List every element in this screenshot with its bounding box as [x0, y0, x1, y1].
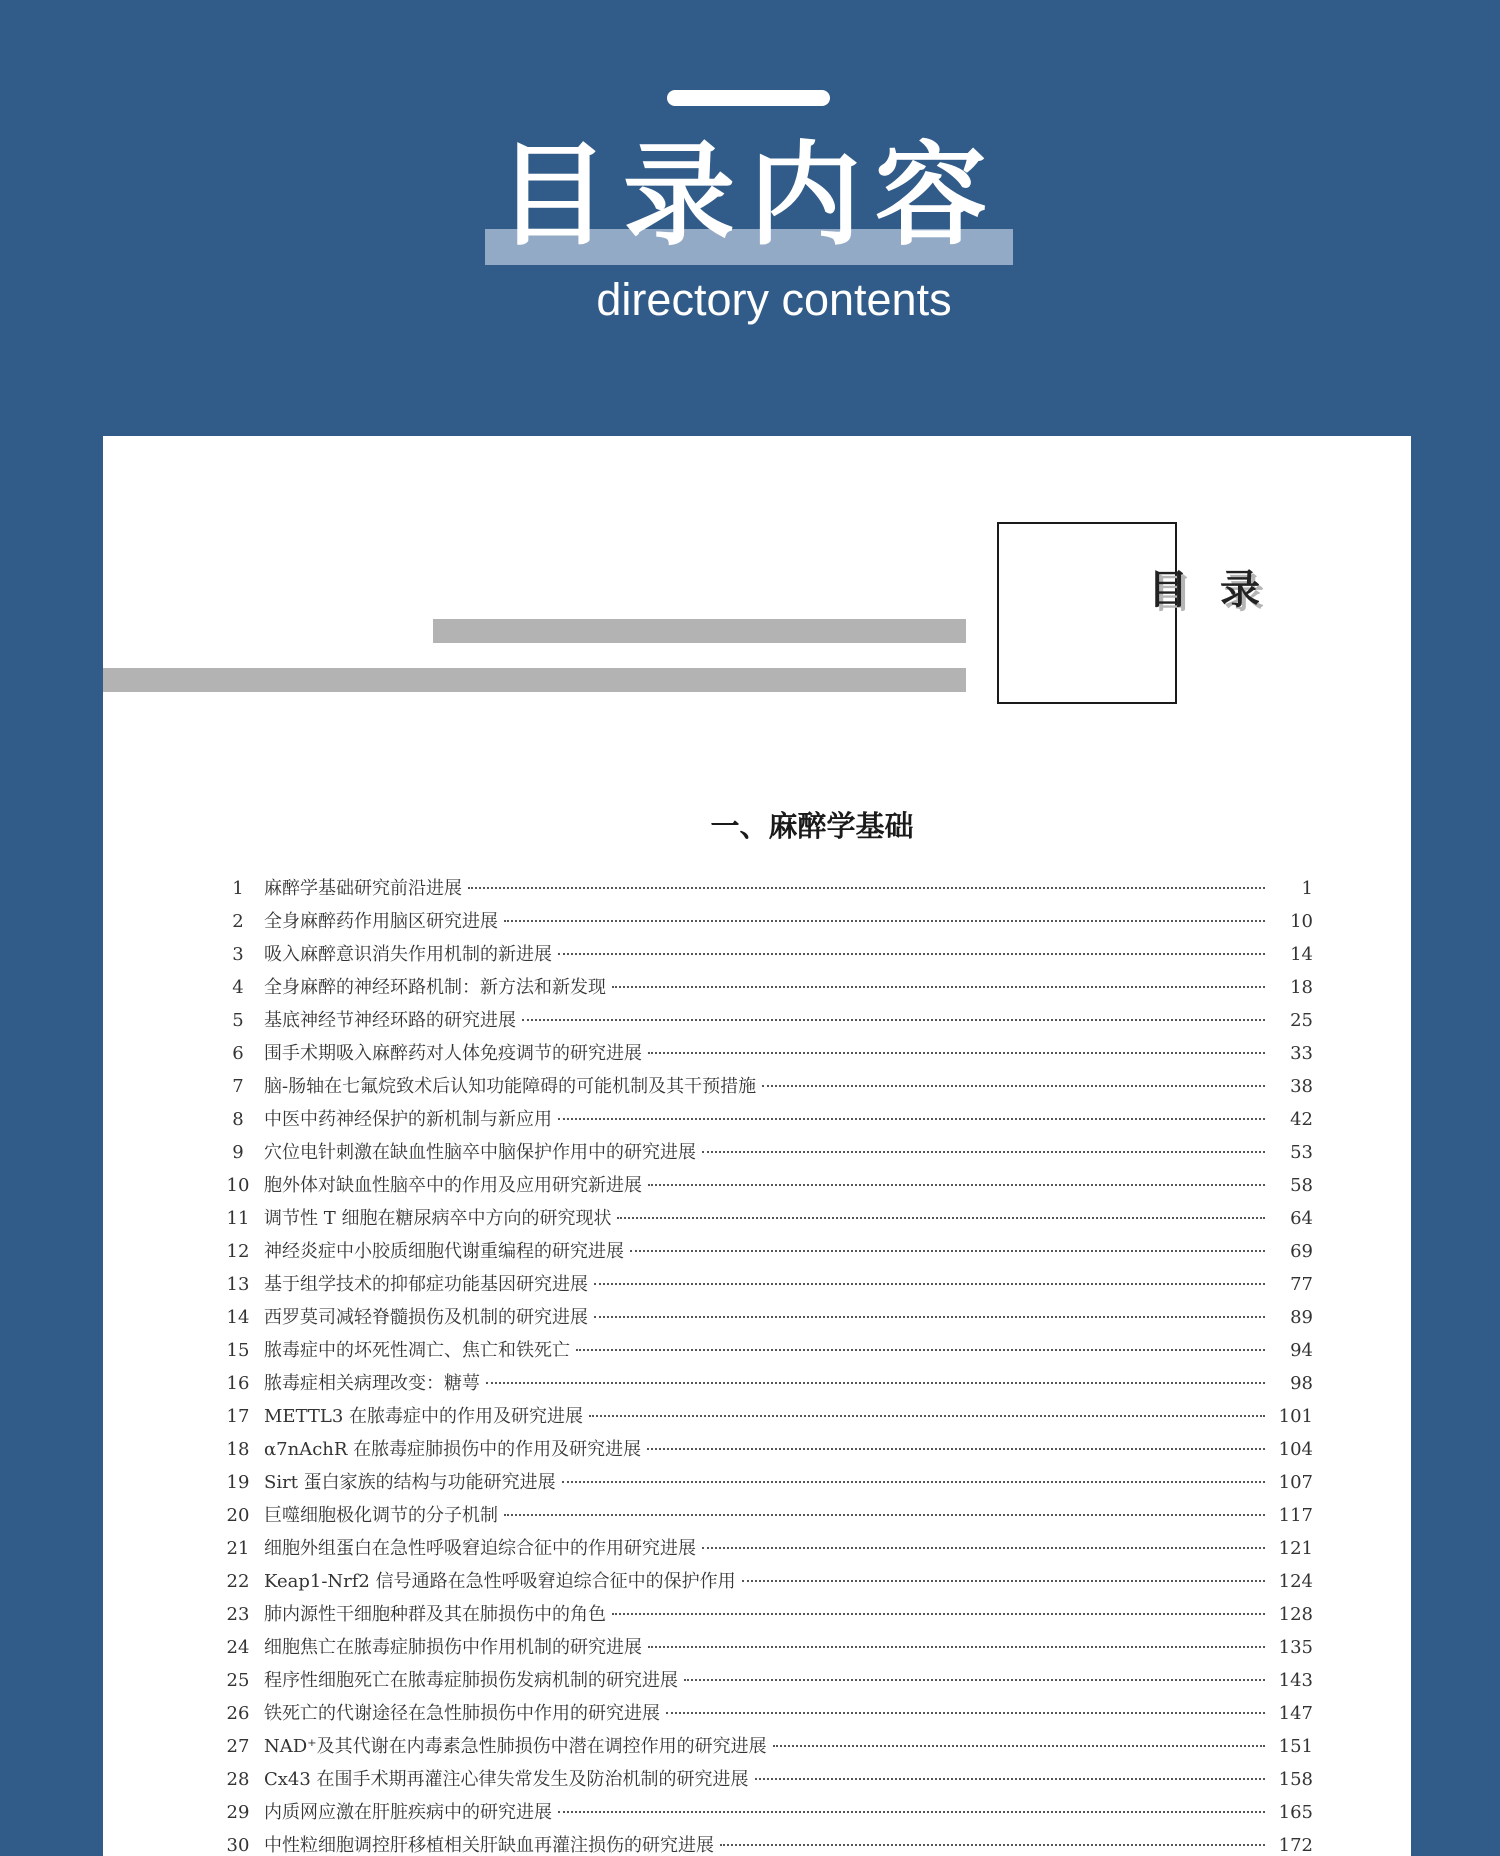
toc-entry-number: 14 [226, 1307, 250, 1328]
toc-entry[interactable] [218, 940, 1313, 973]
toc-entry[interactable] [218, 1039, 1313, 1072]
toc-entry-number: 13 [226, 1274, 250, 1295]
toc-entry-title: Keap1-Nrf2 信号通路在急性呼吸窘迫综合征中的保护作用 [264, 1571, 736, 1592]
toc-entry[interactable] [218, 1699, 1313, 1732]
toc-leader-dots [720, 1844, 1265, 1846]
toc-leader-dots [558, 1811, 1265, 1813]
toc-entry-page: 143 [1278, 1670, 1313, 1691]
toc-entry-page: 128 [1278, 1604, 1313, 1625]
contents-label: 目录 [1148, 566, 1292, 613]
toc-entry-page: 124 [1278, 1571, 1313, 1592]
toc-entry-number: 20 [226, 1505, 250, 1526]
toc-entry[interactable] [218, 1633, 1313, 1666]
toc-entry[interactable] [218, 1369, 1313, 1402]
toc-leader-dots [773, 1745, 1265, 1747]
toc-leader-dots [647, 1448, 1265, 1450]
toc-entry-page: 104 [1278, 1439, 1313, 1460]
toc-entry[interactable] [218, 1435, 1313, 1468]
toc-leader-dots [522, 1019, 1265, 1021]
toc-entry-page: 151 [1278, 1736, 1313, 1757]
toc-entry-number: 9 [232, 1142, 244, 1163]
toc-leader-dots [576, 1349, 1265, 1351]
toc-entry-title: 全身麻醉的神经环路机制：新方法和新发现 [264, 977, 606, 998]
toc-entry[interactable] [218, 1171, 1313, 1204]
toc-entry-title: 穴位电针刺激在缺血性脑卒中脑保护作用中的研究进展 [264, 1142, 696, 1163]
toc-entry-page: 77 [1290, 1274, 1313, 1295]
decorative-bar-upper [433, 619, 966, 643]
toc-entry-page: 89 [1290, 1307, 1313, 1328]
toc-entry[interactable] [218, 1765, 1313, 1798]
toc-leader-dots [630, 1250, 1265, 1252]
toc-entry-number: 16 [226, 1373, 250, 1394]
toc-entry-number: 30 [226, 1835, 250, 1856]
toc-entry-title: 围手术期吸入麻醉药对人体免疫调节的研究进展 [264, 1043, 642, 1064]
toc-entry[interactable] [218, 1072, 1313, 1105]
toc-entry-title: 脑-肠轴在七氟烷致术后认知功能障碍的可能机制及其干预措施 [264, 1076, 757, 1097]
toc-entry-page: 135 [1278, 1637, 1313, 1658]
toc-entry[interactable] [218, 1336, 1313, 1369]
toc-entry-page: 121 [1278, 1538, 1313, 1559]
toc-entry-title: 脓毒症中的坏死性凋亡、焦亡和铁死亡 [264, 1340, 570, 1361]
toc-entry[interactable] [218, 1666, 1313, 1699]
toc-entry-number: 2 [232, 911, 244, 932]
toc-entry[interactable] [218, 1105, 1313, 1138]
toc-leader-dots [558, 1118, 1265, 1120]
toc-leader-dots [504, 1514, 1265, 1516]
toc-entry-number: 23 [226, 1604, 250, 1625]
toc-entry-title: 中性粒细胞调控肝移植相关肝缺血再灌注损伤的研究进展 [264, 1835, 714, 1856]
toc-entry-title: 内质网应激在肝脏疾病中的研究进展 [264, 1802, 552, 1823]
toc-entry[interactable] [218, 1402, 1313, 1435]
toc-entry-number: 26 [226, 1703, 250, 1724]
toc-entry[interactable] [218, 973, 1313, 1006]
toc-entry-page: 53 [1290, 1142, 1313, 1163]
toc-leader-dots [648, 1184, 1265, 1186]
toc-entry-page: 58 [1290, 1175, 1313, 1196]
toc-entry-page: 147 [1278, 1703, 1313, 1724]
page-subtitle: directory contents [596, 274, 952, 325]
toc-entry-number: 25 [226, 1670, 250, 1691]
toc-entry-number: 3 [232, 944, 244, 965]
toc-entry[interactable] [218, 1567, 1313, 1600]
toc-entry-number: 19 [226, 1472, 250, 1493]
toc-entry-number: 5 [232, 1010, 244, 1031]
toc-leader-dots [468, 887, 1265, 889]
toc-entry-title: 吸入麻醉意识消失作用机制的新进展 [264, 944, 552, 965]
toc-entry[interactable] [218, 1006, 1313, 1039]
toc-entry-page: 1 [1301, 878, 1313, 899]
toc-leader-dots [684, 1679, 1265, 1681]
toc-leader-dots [589, 1415, 1265, 1417]
toc-entry[interactable] [218, 1303, 1313, 1336]
toc-entry[interactable] [218, 1204, 1313, 1237]
toc-entry-page: 33 [1290, 1043, 1313, 1064]
page-title: 目录内容 [497, 131, 1001, 261]
toc-leader-dots [558, 953, 1265, 955]
toc-entry-number: 21 [226, 1538, 250, 1559]
toc-entry[interactable] [218, 1798, 1313, 1831]
toc-entry-number: 11 [226, 1208, 250, 1229]
toc-leader-dots [594, 1316, 1265, 1318]
toc-entry-page: 69 [1290, 1241, 1313, 1262]
toc-entry[interactable] [218, 1468, 1313, 1501]
toc-entry-title: 基于组学技术的抑郁症功能基因研究进展 [264, 1274, 588, 1295]
toc-entry-title: α7nAchR 在脓毒症肺损伤中的作用及研究进展 [264, 1439, 642, 1460]
toc-entry-page: 172 [1278, 1835, 1313, 1856]
toc-entry-number: 10 [226, 1175, 250, 1196]
toc-entry-title: 细胞焦亡在脓毒症肺损伤中作用机制的研究进展 [264, 1637, 642, 1658]
toc-entry-page: 10 [1290, 911, 1313, 932]
toc-entry[interactable] [218, 1831, 1313, 1856]
toc-leader-dots [612, 1613, 1265, 1615]
toc-entry-number: 12 [226, 1241, 250, 1262]
toc-entry-number: 24 [226, 1637, 250, 1658]
toc-entry-page: 38 [1290, 1076, 1313, 1097]
toc-entry-title: 脓毒症相关病理改变：糖萼 [264, 1373, 480, 1394]
toc-entry-title: 神经炎症中小胶质细胞代谢重编程的研究进展 [264, 1241, 624, 1262]
toc-entry-page: 42 [1290, 1109, 1313, 1130]
toc-entry-page: 14 [1290, 944, 1313, 965]
toc-leader-dots [617, 1217, 1265, 1219]
toc-entry-title: 巨噬细胞极化调节的分子机制 [264, 1505, 498, 1526]
toc-leader-dots [648, 1052, 1265, 1054]
toc-leader-dots [612, 986, 1265, 988]
toc-entry-number: 15 [226, 1340, 250, 1361]
decorative-bar-lower [103, 668, 966, 692]
toc-entry[interactable] [218, 1732, 1313, 1765]
toc-leader-dots [702, 1547, 1265, 1549]
toc-entry-number: 18 [226, 1439, 250, 1460]
toc-entry-number: 8 [232, 1109, 244, 1130]
toc-entry-title: 麻醉学基础研究前沿进展 [264, 878, 462, 899]
toc-entry-number: 29 [226, 1802, 250, 1823]
toc-entry-page: 165 [1278, 1802, 1313, 1823]
toc-entry[interactable] [218, 1501, 1313, 1534]
toc-leader-dots [648, 1646, 1265, 1648]
toc-entry[interactable] [218, 1138, 1313, 1171]
toc-entry-title: 程序性细胞死亡在脓毒症肺损伤发病机制的研究进展 [264, 1670, 678, 1691]
toc-leader-dots [755, 1778, 1265, 1780]
toc-entry-title: 西罗莫司减轻脊髓损伤及机制的研究进展 [264, 1307, 588, 1328]
toc-leader-dots [702, 1151, 1265, 1153]
toc-entry[interactable] [218, 1237, 1313, 1270]
toc-entry[interactable] [218, 874, 1313, 907]
toc-leader-dots [666, 1712, 1265, 1714]
toc-leader-dots [504, 920, 1265, 922]
toc-entry-title: 细胞外组蛋白在急性呼吸窘迫综合征中的作用研究进展 [264, 1538, 696, 1559]
toc-entry-title: 全身麻醉药作用脑区研究进展 [264, 911, 498, 932]
toc-entry-number: 1 [232, 878, 244, 899]
toc-entry[interactable] [218, 907, 1313, 940]
toc-entry-number: 4 [232, 977, 244, 998]
toc-leader-dots [742, 1580, 1265, 1582]
toc-leader-dots [562, 1481, 1265, 1483]
toc-entry-title: Sirt 蛋白家族的结构与功能研究进展 [264, 1472, 556, 1493]
toc-entry-page: 18 [1290, 977, 1313, 998]
toc-entry-number: 17 [226, 1406, 250, 1427]
toc-entry-page: 117 [1278, 1505, 1313, 1526]
toc-entry[interactable] [218, 1270, 1313, 1303]
header-accent-bar [667, 90, 830, 106]
toc-entry-number: 28 [226, 1769, 250, 1790]
toc-entry-number: 6 [232, 1043, 244, 1064]
toc-entry-title: Cx43 在围手术期再灌注心律失常发生及防治机制的研究进展 [264, 1769, 749, 1790]
toc-entry-title: METTL3 在脓毒症中的作用及研究进展 [264, 1406, 584, 1427]
toc-leader-dots [486, 1382, 1265, 1384]
section-heading: 一、麻醉学基础 [710, 809, 914, 843]
toc-entry[interactable] [218, 1534, 1313, 1567]
toc-leader-dots [594, 1283, 1265, 1285]
toc-entry-page: 25 [1290, 1010, 1313, 1031]
contents-page [103, 436, 1411, 1856]
toc-entry[interactable] [218, 1600, 1313, 1633]
toc-entry-title: NAD⁺及其代谢在内毒素急性肺损伤中潜在调控作用的研究进展 [264, 1736, 767, 1757]
toc-entry-number: 22 [226, 1571, 250, 1592]
toc-entry-number: 7 [232, 1076, 244, 1097]
toc-entry-page: 107 [1278, 1472, 1313, 1493]
toc-entry-page: 158 [1278, 1769, 1313, 1790]
toc-entry-title: 调节性 T 细胞在糖尿病卒中方向的研究现状 [264, 1208, 612, 1229]
toc-entry-title: 铁死亡的代谢途径在急性肺损伤中作用的研究进展 [264, 1703, 660, 1724]
toc-entry-title: 基底神经节神经环路的研究进展 [264, 1010, 516, 1031]
toc-entry-number: 27 [226, 1736, 250, 1757]
toc-leader-dots [762, 1085, 1265, 1087]
toc-list [218, 874, 1313, 1856]
toc-entry-page: 98 [1290, 1373, 1313, 1394]
toc-entry-page: 64 [1290, 1208, 1313, 1229]
toc-entry-title: 中医中药神经保护的新机制与新应用 [264, 1109, 552, 1130]
toc-entry-page: 94 [1290, 1340, 1313, 1361]
toc-entry-title: 胞外体对缺血性脑卒中的作用及应用研究新进展 [264, 1175, 642, 1196]
toc-entry-title: 肺内源性干细胞种群及其在肺损伤中的角色 [264, 1604, 606, 1625]
toc-entry-page: 101 [1278, 1406, 1313, 1427]
